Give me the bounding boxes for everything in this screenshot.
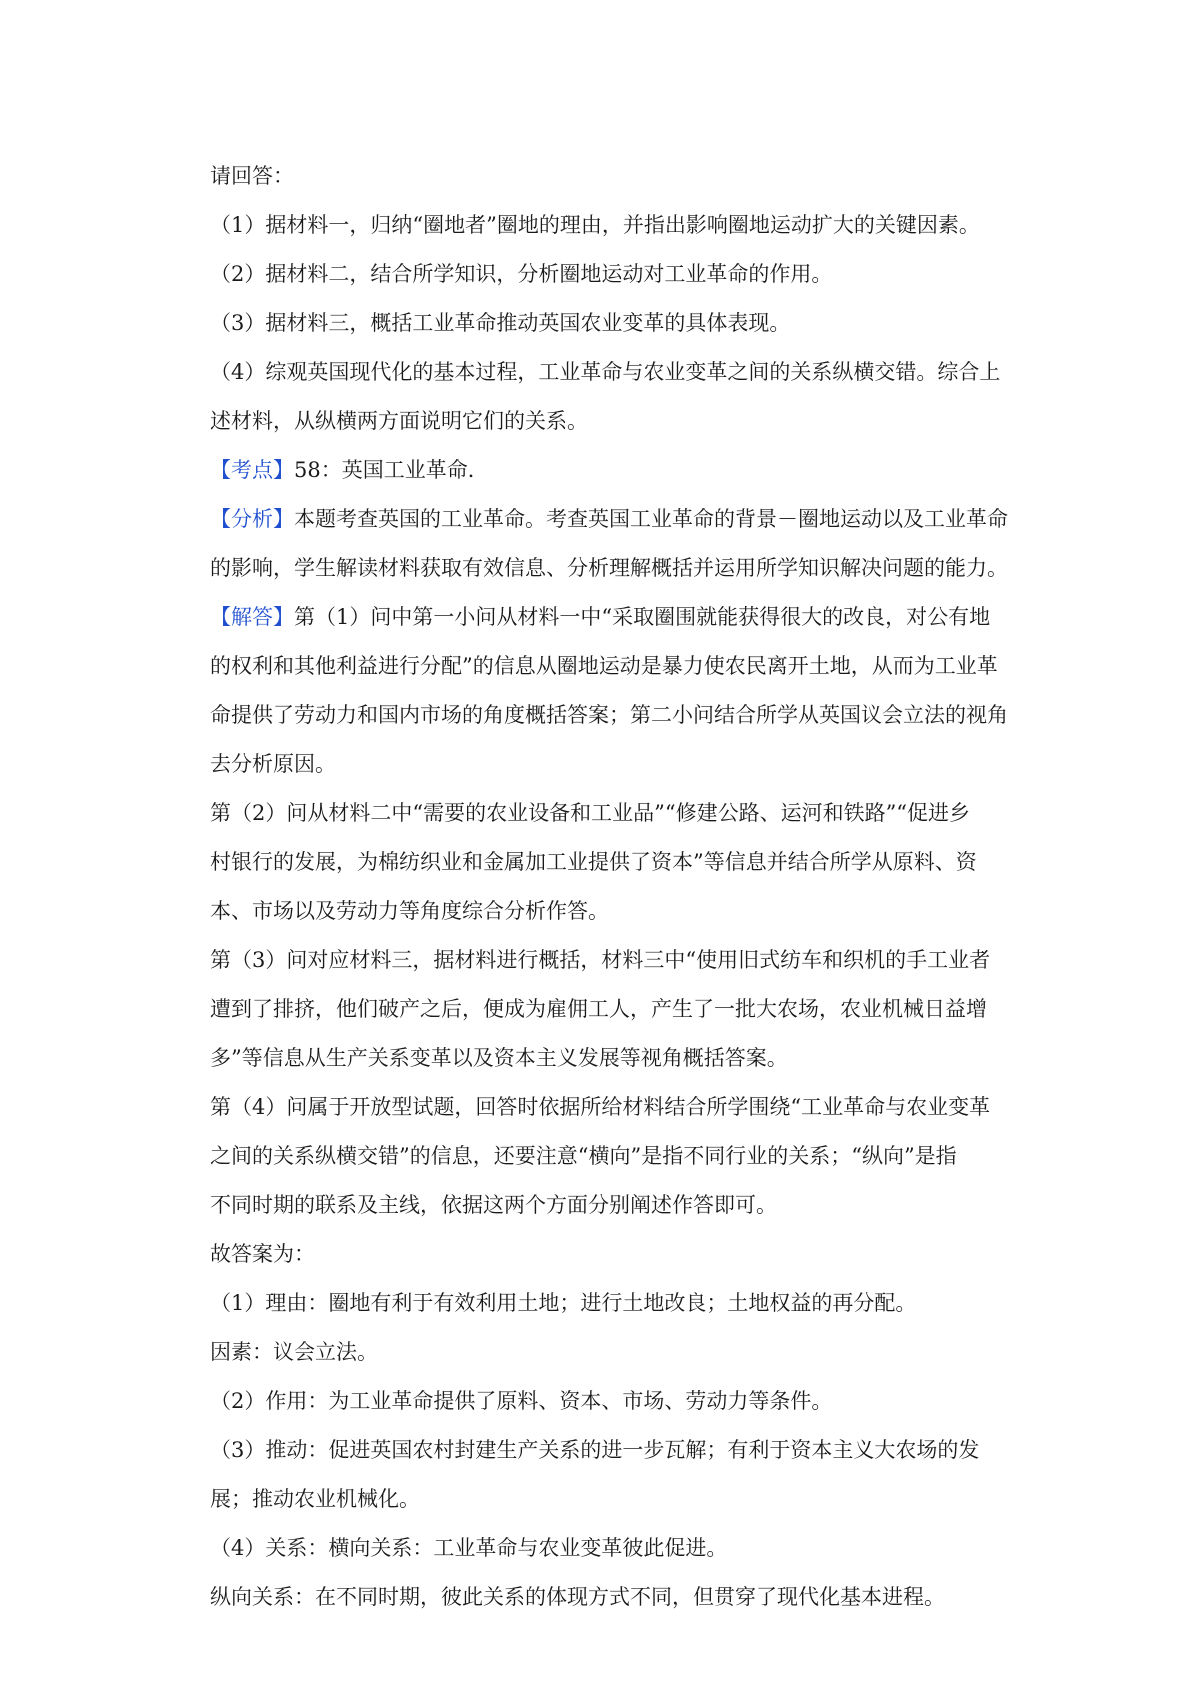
text-line: 的影响，学生解读材料获取有效信息、分析理解概括并运用所学知识解决问题的能力。: [210, 556, 1008, 580]
text-line: 命提供了劳动力和国内市场的角度概括答案；第二小问结合所学从英国议会立法的视角: [210, 703, 1008, 727]
question-2: （2）据材料二，结合所学知识，分析圈地运动对工业革命的作用。: [210, 262, 833, 286]
text-line: 遭到了排挤，他们破产之后，便成为雇佣工人，产生了一批大农场，农业机械日益增: [210, 997, 987, 1021]
question-3: （3）据材料三，概括工业革命推动英国农业变革的具体表现。: [210, 311, 791, 335]
jieda-line: 【解答】第（1）问中第一小问从材料一中“采取圈围就能获得很大的改良，对公有地: [210, 605, 991, 629]
text-line: 本、市场以及劳动力等角度综合分析作答。: [210, 899, 609, 923]
text-line: 之间的关系纵横交错”的信息，还要注意“横向”是指不同行业的关系；“纵向”是指: [210, 1144, 957, 1168]
question-1: （1）据材料一，归纳“圈地者”圈地的理由，并指出影响圈地运动扩大的关键因素。: [210, 213, 980, 237]
question-4: （4）综观英国现代化的基本过程，工业革命与农业变革之间的关系纵横交错。综合上: [210, 360, 1001, 384]
text-line: 多”等信息从生产关系变革以及资本主义发展等视角概括答案。: [210, 1046, 788, 1070]
answer-line: 因素：议会立法。: [210, 1340, 378, 1364]
text-line: 村银行的发展，为棉纺织业和金属加工业提供了资本”等信息并结合所学从原料、资: [210, 850, 977, 874]
text-line: 去分析原因。: [210, 752, 336, 776]
document-body: [210, 152, 1030, 1622]
text-line: 第（2）问从材料二中“需要的农业设备和工业品”“修建公路、运河和铁路”“促进乡: [210, 801, 971, 825]
jieda-tag: 【解答】: [210, 605, 294, 629]
text-line: 故答案为：: [210, 1242, 315, 1266]
text-line: 第（4）问属于开放型试题，回答时依据所给材料结合所学围绕“工业革命与农业变革: [210, 1095, 991, 1119]
answer-line: （1）理由：圈地有利于有效利用土地；进行土地改良；土地权益的再分配。: [210, 1291, 917, 1315]
text-line: 不同时期的联系及主线，依据这两个方面分别阐述作答即可。: [210, 1193, 777, 1217]
answer-line: （4）关系：横向关系：工业革命与农业变革彼此促进。: [210, 1536, 728, 1560]
text-line: 述材料，从纵横两方面说明它们的关系。: [210, 409, 588, 433]
fenxi-line: 【分析】本题考查英国的工业革命。考查英国工业革命的背景－圈地运动以及工业革命: [210, 507, 1008, 531]
text-line: 第（3）问对应材料三，据材料进行概括，材料三中“使用旧式纺车和织机的手工业者: [210, 948, 991, 972]
answer-line: （3）推动：促进英国农村封建生产关系的进一步瓦解；有利于资本主义大农场的发: [210, 1438, 980, 1462]
text-line: 的权利和其他利益进行分配”的信息从圈地运动是暴力使农民离开土地，从而为工业革: [210, 654, 998, 678]
text-line: 请回答：: [210, 164, 294, 188]
kaodian-line: 【考点】58：英国工业革命．: [210, 458, 489, 482]
fenxi-tag: 【分析】: [210, 507, 294, 531]
answer-line: 展；推动农业机械化。: [210, 1487, 420, 1511]
kaodian-tag: 【考点】: [210, 458, 294, 482]
answer-line: 纵向关系：在不同时期，彼此关系的体现方式不同，但贯穿了现代化基本进程。: [210, 1585, 945, 1609]
answer-line: （2）作用：为工业革命提供了原料、资本、市场、劳动力等条件。: [210, 1389, 833, 1413]
